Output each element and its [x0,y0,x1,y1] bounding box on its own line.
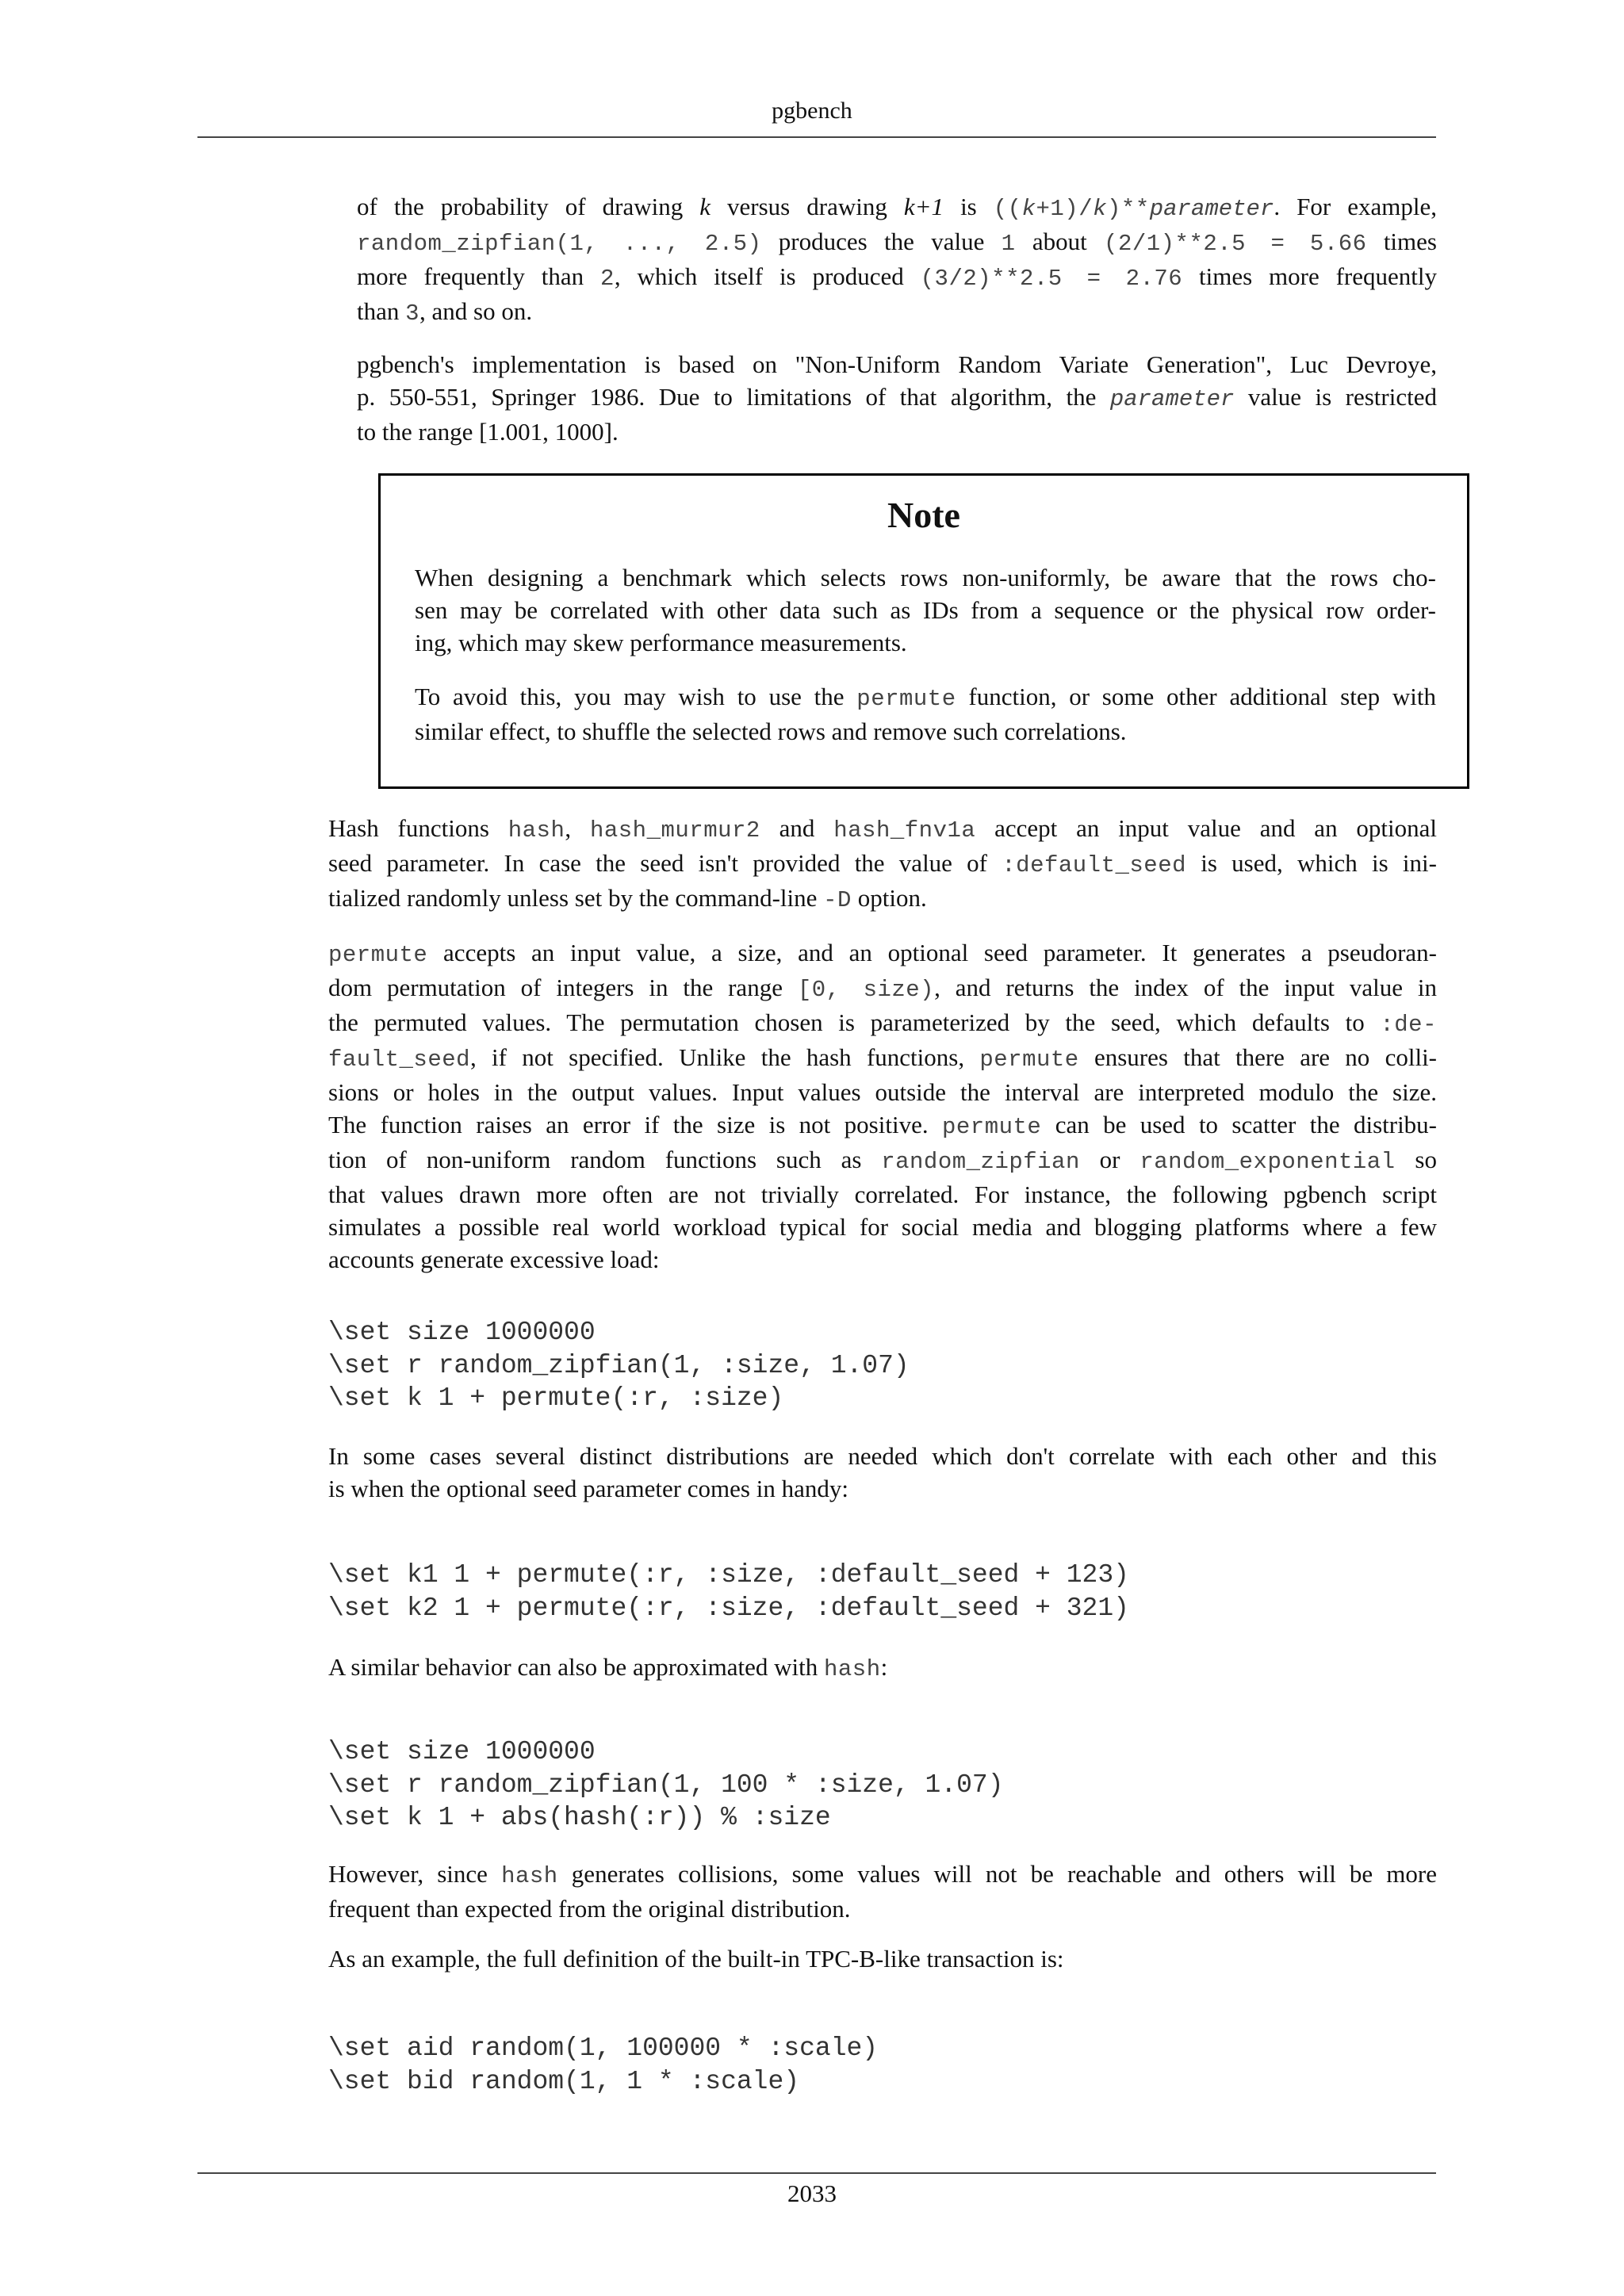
seed-paragraph: In some cases several distinct distributions are needed which don't correlate with each other and this is when the optional seed parameter comes in handy: [328,1442,1437,1502]
zipfian-paragraph: of the probability of drawing k versus drawing k+1 is ((k+1)/k)**parameter. For example, random_zipfian(1, ..., 2.5) produces the value 1 about (2/1)**2.5 = 5.66 times more frequently than 2, which itself is produced (3/2)**2.5 = 2.76 times more frequently than 3, and so on. [357,193,1437,327]
page-header-title: pgbench [772,98,852,124]
permute-paragraph: permute accepts an input value, a size, and an optional seed parameter. It generates a pseudoran- dom permutation of integers in the range [0, size), and returns the index of the input value in the permuted values. The permutation chosen is parameterized by the seed, which defaults to :de- fault_seed, if not specified. Unlike the hash functions, permute ensures that there are no colli- sions or holes in the output values. Input values outside the interval are interpreted modulo the size. The function raises an error if the size is not positive. permute can be used to scatter the distribu- tion of non-uniform random functions such as random_zipfian or random_exponential so that values drawn more often are not trivially correlated. For instance, the following pgbench script simulates a possible real world workload typical for social media and blogging platforms where a few accounts generate excessive load: [328,939,1438,1273]
implementation-paragraph: pgbench's implementation is based on "Non-Uniform Random Variate Generation", Luc Devroye, p. 550-551, Springer 1986. Due to limitations of that algorithm, the parameter value is restricted to the range [1.001, 1000]. [357,350,1437,446]
tpcb-paragraph: As an example, the full definition of the built-in TPC-B-like transaction is: [328,1945,1064,1973]
note-paragraph-2: To avoid this, you may wish to use the permute function, or some other additional step with similar effect, to shuffle the selected rows and remove such correlations. [415,683,1436,745]
hash-approximation-paragraph: A similar behavior can also be approximated with hash: [328,1653,888,1682]
hash-functions-paragraph: Hash functions hash, hash_murmur2 and hash_fnv1a accept an input value and an optional seed parameter. In case the seed isn't provided the value of :default_seed is used, which is ini- tialized randomly unless set by the command-line -D option. [328,814,1437,913]
collisions-paragraph: However, since hash generates collisions, some values will not be reachable and others will be more frequent than expected from the original distribution. [328,1860,1437,1923]
header-rule [197,136,1436,138]
code-block-hash-example: \set size 1000000 \set r random_zipfian(1, 100 * :size, 1.07) \set k 1 + abs(hash(:r)) % :size [328,1737,1004,1832]
page-number: 2033 [787,2179,837,2207]
code-block-permute-example: \set size 1000000 \set r random_zipfian(1, :size, 1.07) \set k 1 + permute(:r, :size) [328,1318,910,1413]
code-block-tpcb-example: \set aid random(1, 100000 * :scale) \set bid random(1, 1 * :scale) [328,2034,879,2096]
note-paragraph-1: When designing a benchmark which selects rows non-uniformly, be aware that the rows cho- sen may be correlated with other data such as IDs from a sequence or the physical row order- ing, which may skew performance measurements. [415,564,1436,656]
note-box [378,473,1469,789]
code-block-seed-example: \set k1 1 + permute(:r, :size, :default_seed + 123) \set k2 1 + permute(:r, :size, :default_seed + 321) [328,1560,1129,1623]
note-title: Note [887,495,960,535]
footer-rule [197,2172,1436,2174]
